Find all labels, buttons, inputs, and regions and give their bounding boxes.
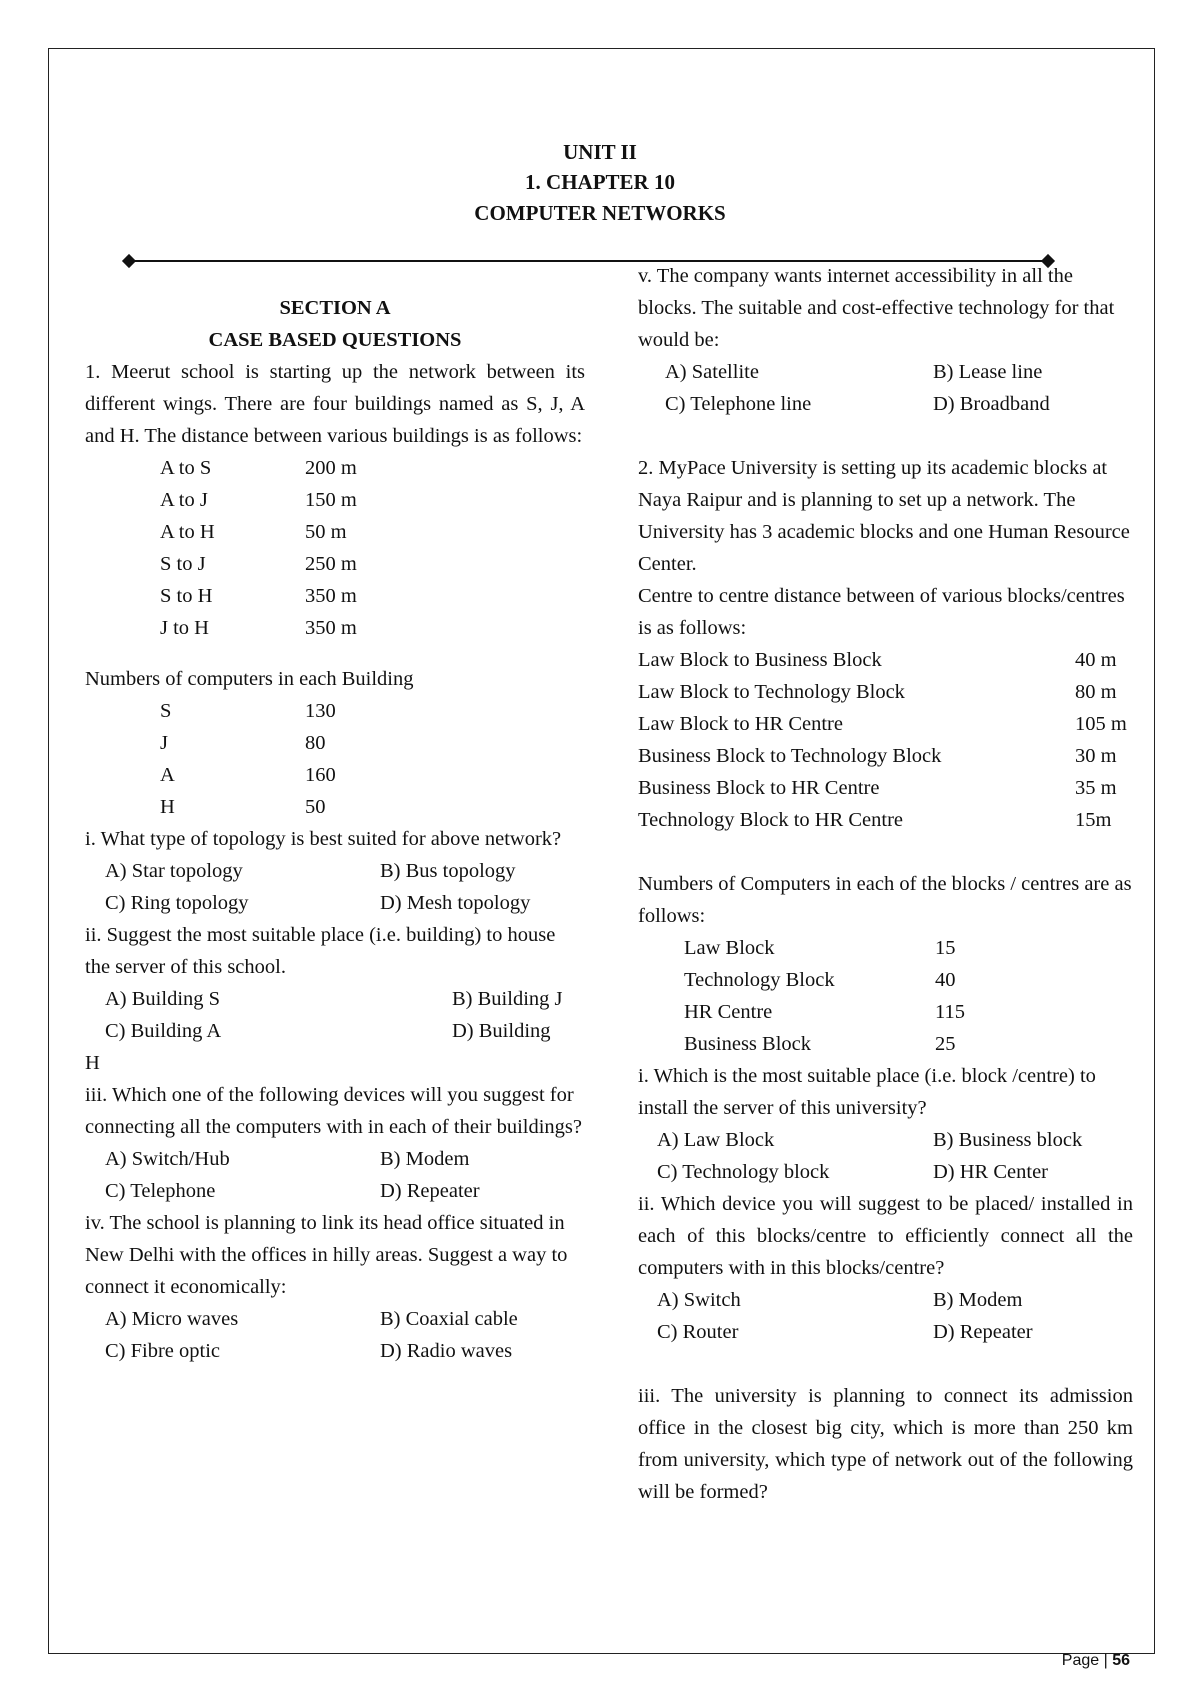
building-name: H — [160, 796, 175, 818]
option-row — [85, 983, 585, 1015]
option-row — [638, 388, 1133, 420]
option-row — [85, 1015, 585, 1047]
distance-row — [638, 708, 1133, 740]
distance-row — [85, 612, 585, 644]
option: B) Bus topology — [380, 860, 516, 882]
computer-count: 160 — [305, 764, 336, 786]
question-ii: ii. Which device you will suggest to be placed/ installed in each of this blocks/centre to efficiently connect all the computers with in this blocks/centre? — [638, 1193, 1133, 1279]
option: A) Switch/Hub — [105, 1148, 230, 1170]
question-1-intro: 1. Meerut school is starting up the network between its different wings. There are four buildings named as S, J, A and H. The distance between various buildings is as follows: — [85, 361, 585, 447]
distance-value: 40 m — [1075, 649, 1117, 671]
block-name: Law Block — [684, 937, 775, 959]
computer-row — [85, 791, 585, 823]
building-name: S — [160, 700, 172, 722]
spacer — [638, 836, 1133, 868]
spacer — [638, 1348, 1133, 1380]
computer-row — [638, 1028, 1133, 1060]
question-iii: iii. Which one of the following devices will you suggest for connecting all the computers with in each of their buildings? — [85, 1084, 582, 1138]
distance-pair: Technology Block to HR Centre — [638, 809, 904, 831]
computer-row — [638, 964, 1133, 996]
distance-row — [85, 548, 585, 580]
distance-row — [638, 676, 1133, 708]
page-footer: Page | 56 — [1061, 1652, 1130, 1669]
option: B) Building J — [452, 988, 563, 1010]
section-subtitle: CASE BASED QUESTIONS — [208, 329, 462, 351]
option: D) Repeater — [933, 1321, 1033, 1343]
question-iv: iv. The school is planning to link its head office situated in New Delhi with the offices in hilly areas. Suggest a way to connect it economically: — [85, 1212, 568, 1298]
computer-count: 115 — [935, 1001, 965, 1023]
question-ii: ii. Suggest the most suitable place (i.e. building) to house the server of this school. — [85, 924, 556, 978]
distance-value: 105 m — [1075, 713, 1127, 735]
option-row — [638, 1316, 1133, 1348]
distance-pair: S to J — [160, 553, 206, 575]
option-row — [85, 1143, 585, 1175]
option-row — [638, 1284, 1133, 1316]
option: D) Broadband — [933, 393, 1050, 415]
question-v: v. The company wants internet accessibility in all the blocks. The suitable and cost-effective technology for that would be: — [638, 265, 1115, 351]
option: D) Building — [452, 1020, 551, 1042]
option: C) Telephone line — [665, 393, 812, 415]
option: A) Building S — [105, 988, 221, 1010]
distance-value: 80 m — [1075, 681, 1117, 703]
block-name: Technology Block — [684, 969, 835, 991]
option: B) Modem — [380, 1148, 470, 1170]
computer-count: 25 — [935, 1033, 956, 1055]
distance-row — [85, 452, 585, 484]
option: C) Fibre optic — [105, 1340, 221, 1362]
distance-row — [638, 740, 1133, 772]
option: A) Law Block — [657, 1129, 775, 1151]
page-number: 56 — [1112, 1652, 1130, 1669]
computer-row — [638, 932, 1133, 964]
distance-pair: A to S — [160, 457, 212, 479]
distance-row — [85, 516, 585, 548]
unit-heading: UNIT II — [563, 140, 637, 164]
option-row — [85, 1047, 585, 1079]
question-i: i. What type of topology is best suited for above network? — [85, 828, 562, 850]
block-name: Business Block — [684, 1033, 811, 1055]
distance-pair: Law Block to Technology Block — [638, 681, 905, 703]
computers-heading: Numbers of Computers in each of the blocks / centres are as follows: — [638, 873, 1132, 927]
distance-pair: Business Block to Technology Block — [638, 745, 942, 767]
option-row — [638, 1156, 1133, 1188]
building-name: A — [160, 764, 175, 786]
distance-pair: Business Block to HR Centre — [638, 777, 880, 799]
option-row — [85, 1303, 585, 1335]
building-name: J — [160, 732, 168, 754]
question-2-intro: 2. MyPace University is setting up its academic blocks at Naya Raipur and is planning to set up a network. The University has 3 academic blocks and one Human Resource Center. — [638, 457, 1130, 575]
page-label: Page — [1061, 1652, 1100, 1669]
page-title: COMPUTER NETWORKS — [474, 201, 726, 225]
distance-row — [638, 772, 1133, 804]
chapter-heading: 1. CHAPTER 10 — [525, 170, 675, 194]
distance-value: 350 m — [305, 617, 357, 639]
computer-row — [638, 996, 1133, 1028]
distance-pair: A to J — [160, 489, 208, 511]
question-i: i. Which is the most suitable place (i.e. block /centre) to install the server of this university? — [638, 1065, 1096, 1119]
computers-heading: Numbers of computers in each Building — [85, 668, 414, 690]
distance-value: 50 m — [305, 521, 347, 543]
distance-heading: Centre to centre distance between of various blocks/centres is as follows: — [638, 585, 1125, 639]
right-column — [638, 260, 1133, 1508]
option-row — [638, 1124, 1133, 1156]
distance-value: 350 m — [305, 585, 357, 607]
distance-value: 35 m — [1075, 777, 1117, 799]
option-row — [85, 855, 585, 887]
distance-pair: Law Block to HR Centre — [638, 713, 843, 735]
distance-value: 30 m — [1075, 745, 1117, 767]
distance-pair: A to H — [160, 521, 215, 543]
distance-pair: S to H — [160, 585, 213, 607]
distance-value: 150 m — [305, 489, 357, 511]
distance-value: 250 m — [305, 553, 357, 575]
distance-row — [638, 644, 1133, 676]
option: B) Modem — [933, 1289, 1023, 1311]
left-column — [85, 292, 585, 1367]
option: C) Technology block — [657, 1161, 830, 1183]
computer-count: 80 — [305, 732, 326, 754]
option: D) HR Center — [933, 1161, 1049, 1183]
option: D) Repeater — [380, 1180, 480, 1202]
option-row — [85, 887, 585, 919]
distance-row — [85, 580, 585, 612]
option-row — [638, 356, 1133, 388]
computer-row — [85, 695, 585, 727]
option: D) Mesh topology — [380, 892, 531, 914]
distance-pair: Law Block to Business Block — [638, 649, 882, 671]
option: C) Ring topology — [105, 892, 249, 914]
option: A) Star topology — [105, 860, 243, 882]
distance-row — [85, 484, 585, 516]
block-name: HR Centre — [684, 1001, 773, 1023]
option: B) Business block — [933, 1129, 1083, 1151]
computer-count: 130 — [305, 700, 336, 722]
option-wrap: H — [85, 1052, 100, 1074]
computer-row — [85, 759, 585, 791]
section-heading: SECTION A — [279, 297, 391, 319]
computer-count: 50 — [305, 796, 326, 818]
option: A) Micro waves — [105, 1308, 239, 1330]
computer-row — [85, 727, 585, 759]
computer-count: 40 — [935, 969, 956, 991]
option-row — [85, 1335, 585, 1367]
distance-pair: J to H — [160, 617, 209, 639]
option: D) Radio waves — [380, 1340, 513, 1362]
spacer — [638, 420, 1133, 452]
option: C) Router — [657, 1321, 739, 1343]
distance-row — [638, 804, 1133, 836]
option: A) Switch — [657, 1289, 741, 1311]
distance-value: 15m — [1075, 809, 1112, 831]
question-iii: iii. The university is planning to connect its admission office in the closest big city, which is more than 250 km from university, which type of network out of the following will be formed? — [638, 1385, 1133, 1503]
option-row — [85, 1175, 585, 1207]
spacer — [85, 644, 585, 663]
computer-count: 15 — [935, 937, 956, 959]
distance-value: 200 m — [305, 457, 357, 479]
option: B) Coaxial cable — [380, 1308, 518, 1330]
option: C) Building A — [105, 1020, 222, 1042]
option: A) Satellite — [665, 361, 759, 383]
option: B) Lease line — [933, 361, 1043, 383]
option: C) Telephone — [105, 1180, 216, 1202]
